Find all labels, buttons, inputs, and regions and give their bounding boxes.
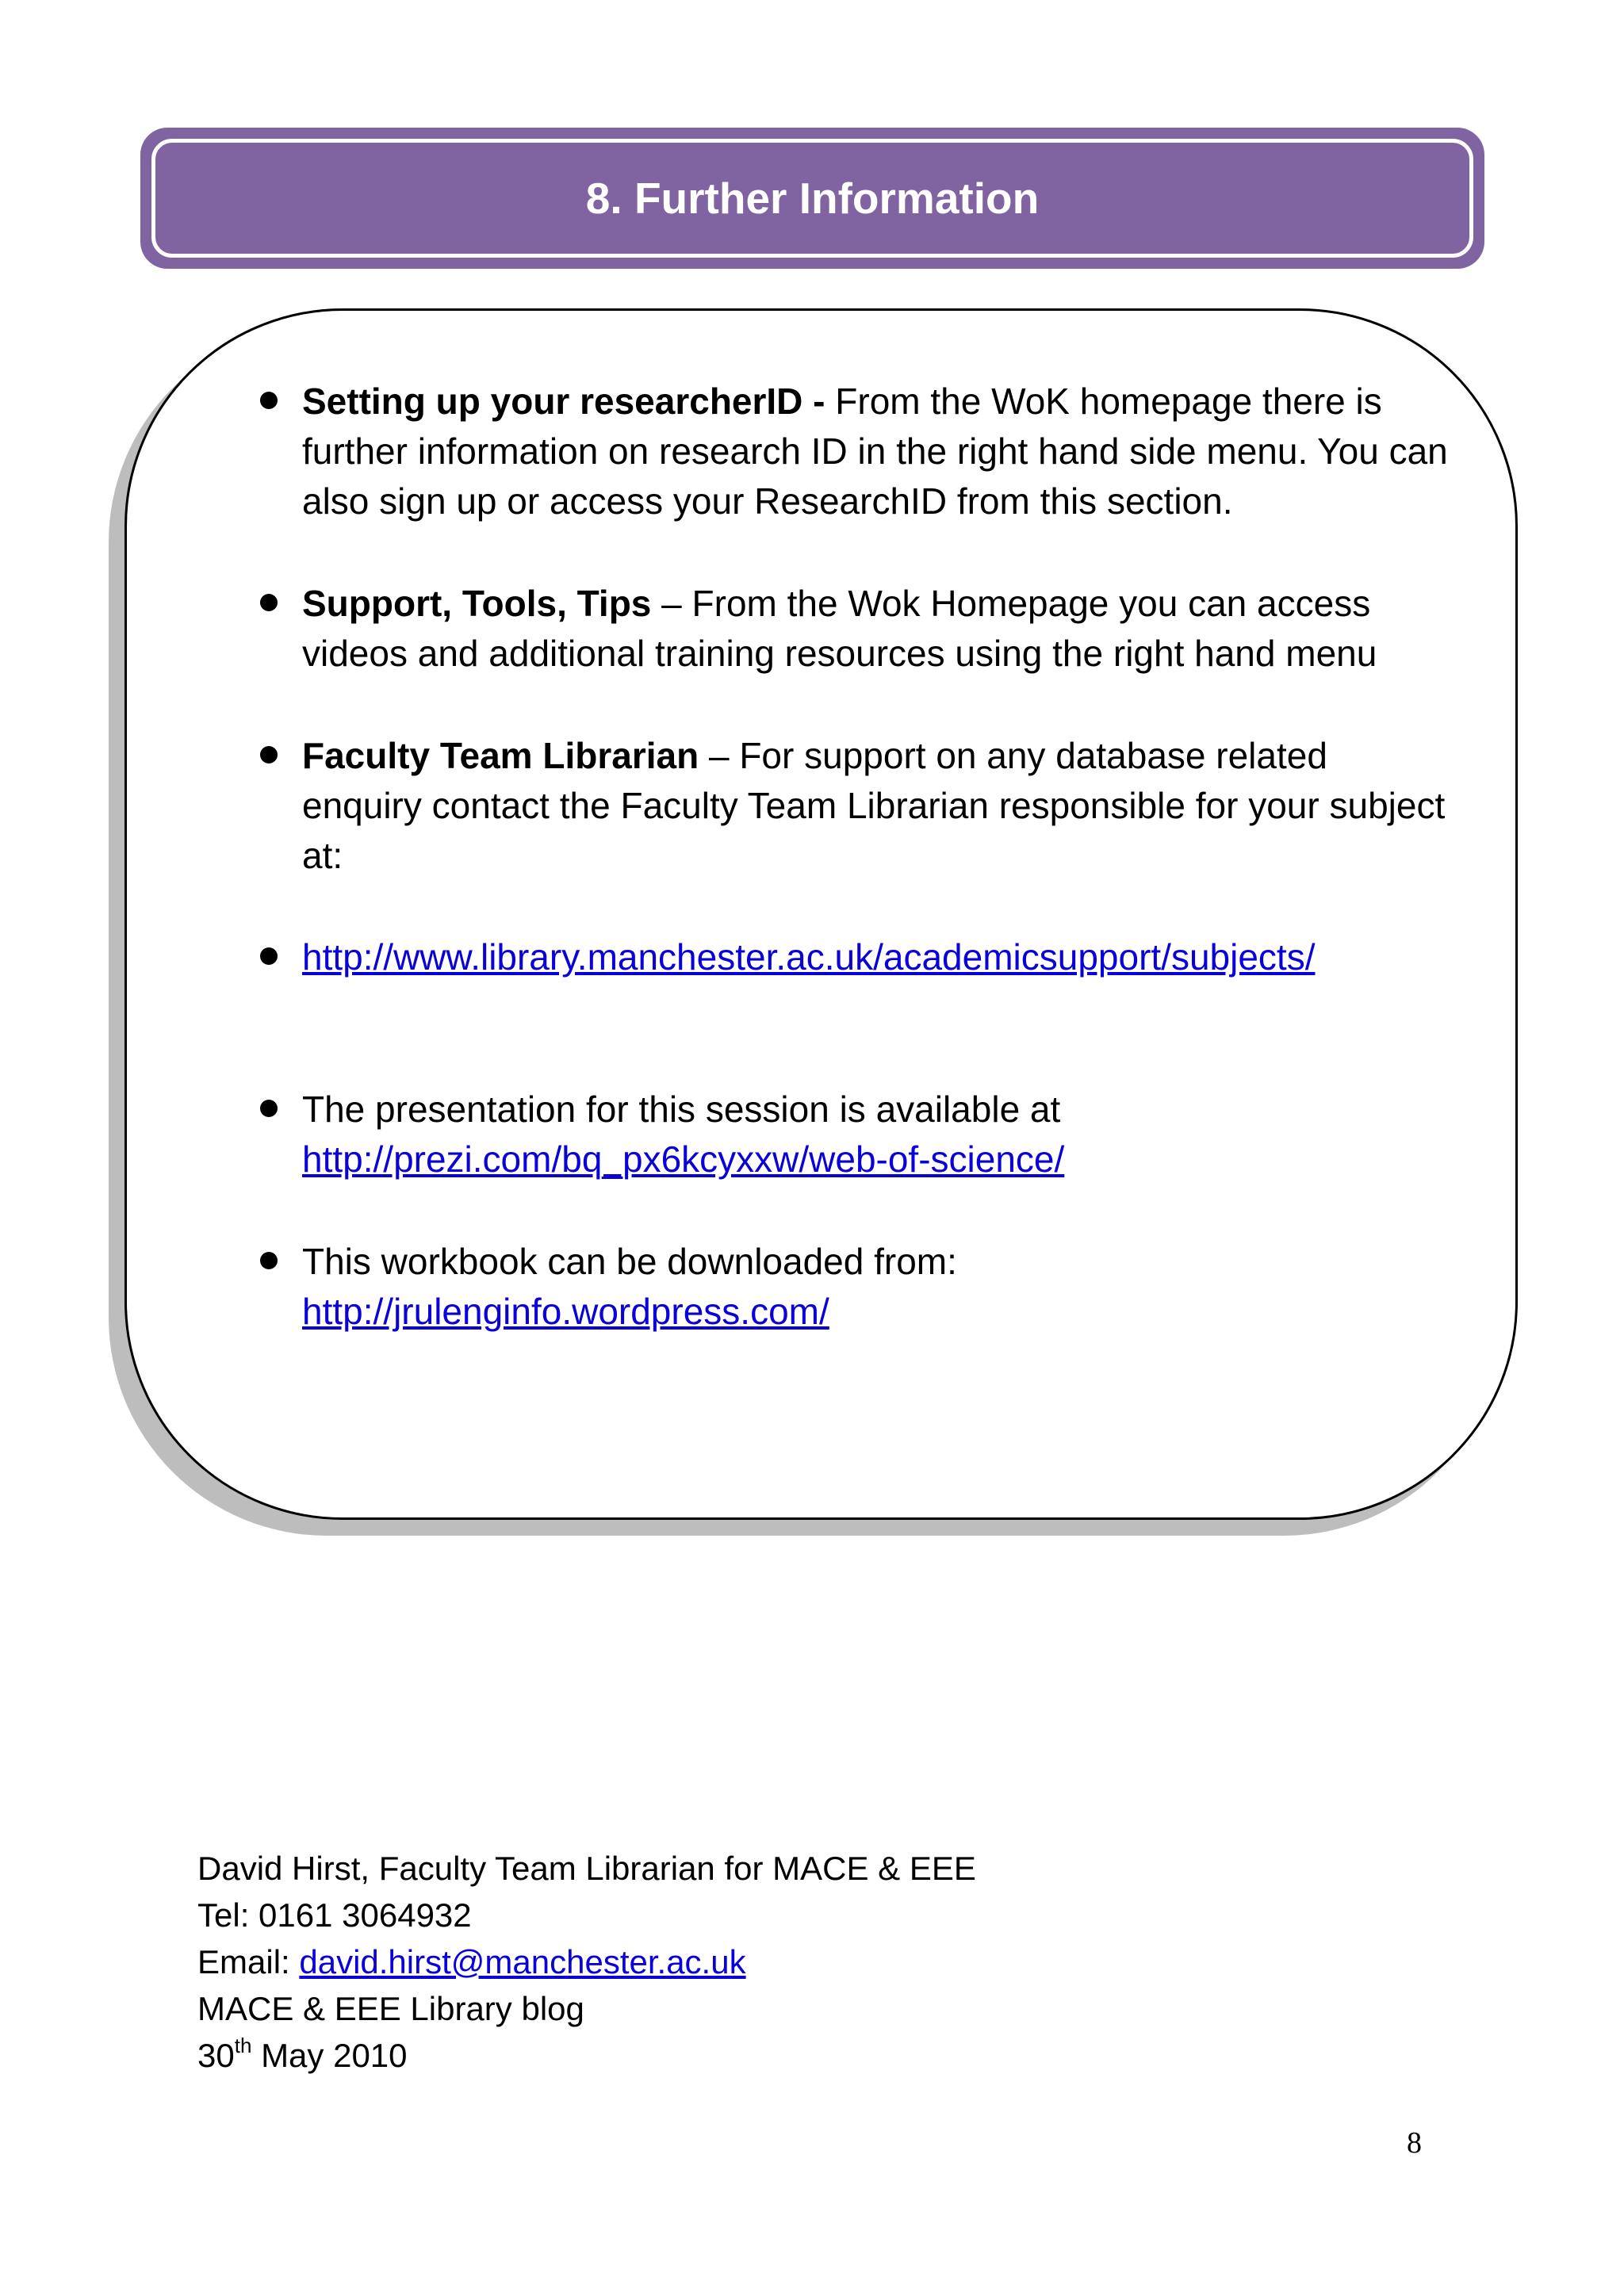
item-text: – From the Wok Homepage you can access videos and additional training resources using the right hand menu bbox=[302, 583, 1377, 674]
date-day: 30 bbox=[197, 2037, 235, 2074]
bullet-icon bbox=[260, 392, 278, 409]
section-header-banner bbox=[140, 128, 1484, 269]
bullet-icon bbox=[260, 947, 278, 965]
bullet-icon bbox=[260, 1100, 278, 1117]
phone-line: Tel: 0161 3064932 bbox=[197, 1896, 472, 1934]
item-text: – For support on any database related enquiry contact the Faculty Team Librarian responsible for your subject at: bbox=[302, 735, 1446, 876]
item-text: The presentation for this session is available at bbox=[302, 1089, 1061, 1130]
blog-line: MACE & EEE Library blog bbox=[197, 1990, 584, 2027]
item-text: This workbook can be downloaded from: bbox=[302, 1241, 957, 1282]
date-rest: May 2010 bbox=[251, 2037, 408, 2074]
list-item-workbook bbox=[302, 1237, 1452, 1337]
bullet-icon bbox=[260, 594, 278, 611]
presentation-link[interactable]: http://prezi.com/bq_px6kcyxxw/web-of-science/ bbox=[302, 1138, 1065, 1180]
date-line bbox=[197, 2032, 976, 2079]
bullet-icon bbox=[260, 1252, 278, 1269]
item-lead: Faculty Team Librarian bbox=[302, 735, 699, 776]
list-item-researcherid bbox=[302, 377, 1452, 526]
contact-footer bbox=[197, 1845, 976, 2079]
list-item-presentation bbox=[302, 1085, 1452, 1184]
bullet-icon bbox=[260, 746, 278, 763]
subjects-link[interactable]: http://www.library.manchester.ac.uk/academicsupport/subjects/ bbox=[302, 936, 1316, 978]
email-line bbox=[197, 1938, 976, 1985]
date-suffix: th bbox=[234, 2034, 252, 2057]
email-label: Email: bbox=[197, 1943, 300, 1980]
email-link[interactable]: david.hirst@manchester.ac.uk bbox=[299, 1943, 746, 1980]
section-title: 8. Further Information bbox=[585, 174, 1040, 223]
author-line: David Hirst, Faculty Team Librarian for MACE & EEE bbox=[197, 1850, 976, 1887]
section-header-frame bbox=[151, 139, 1473, 258]
page-number: 8 bbox=[1407, 2126, 1422, 2160]
workbook-link[interactable]: http://jrulenginfo.wordpress.com/ bbox=[302, 1291, 829, 1332]
list-item-subjects-link bbox=[302, 932, 1452, 982]
list-item-librarian bbox=[302, 731, 1452, 881]
item-text: From the WoK homepage there is further information on research ID in the right hand side menu. You can also sign up or access your ResearchID from this section. bbox=[302, 381, 1448, 522]
list-item-support bbox=[302, 579, 1452, 679]
item-lead: Setting up your researcherID - bbox=[302, 381, 825, 422]
item-lead: Support, Tools, Tips bbox=[302, 583, 652, 624]
